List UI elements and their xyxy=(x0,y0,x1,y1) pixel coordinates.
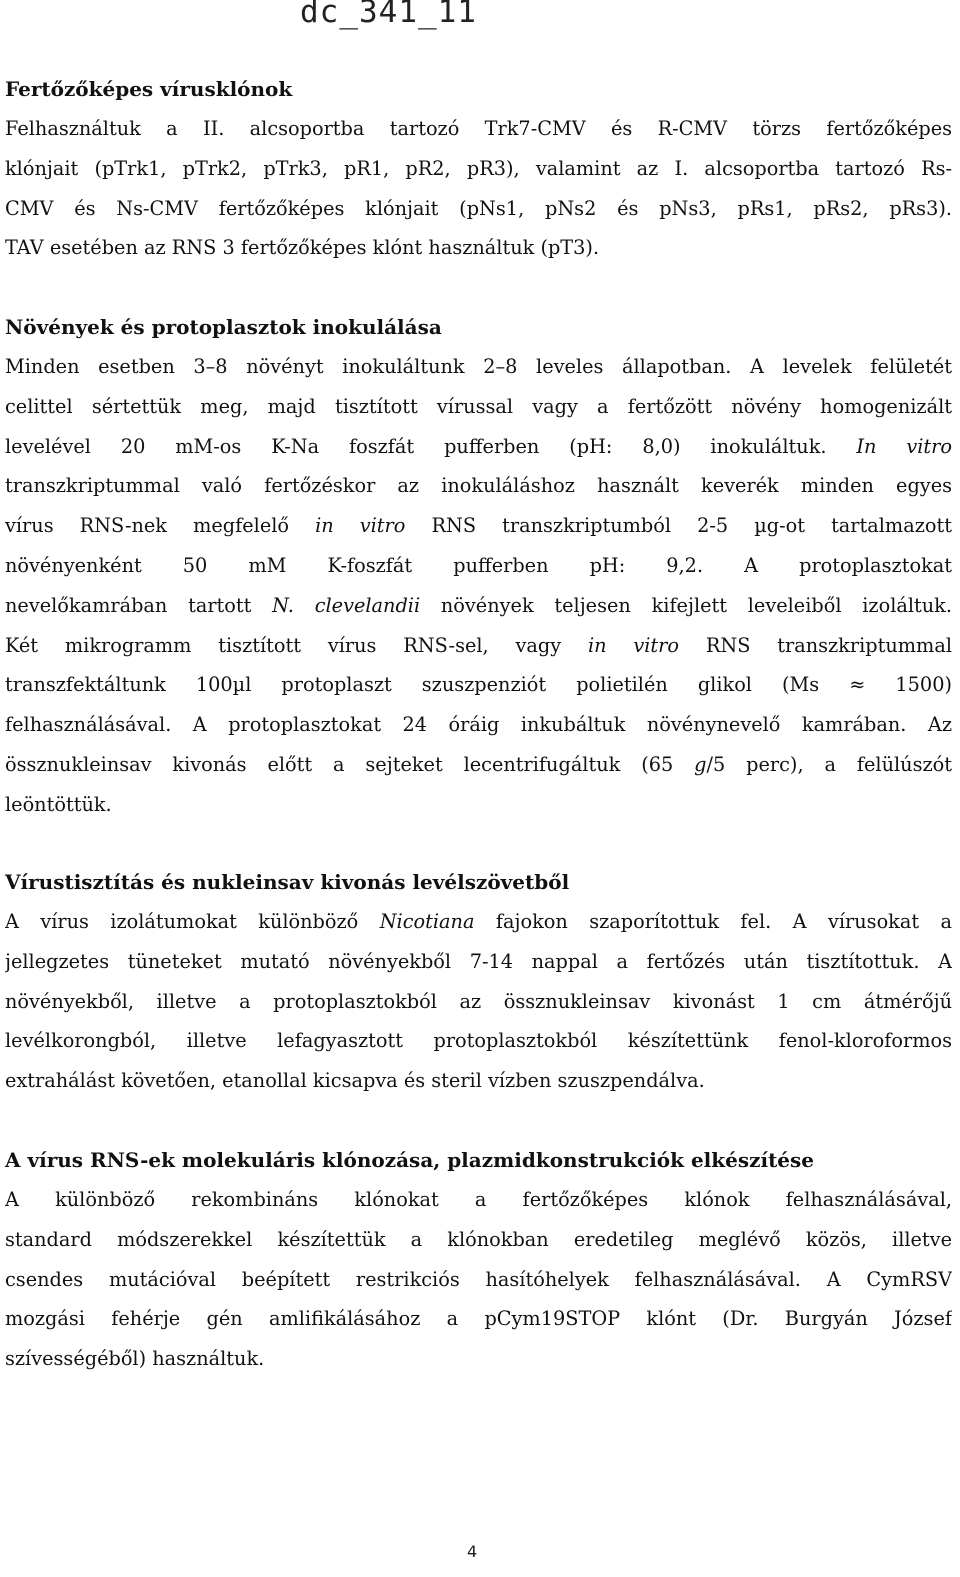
text-line: össznukleinsav kivonás előtt a sejteket lecentrifugáltuk (65 g/5 perc), a felülúszót xyxy=(5,752,952,776)
paragraph xyxy=(5,1180,952,1379)
text-line: felhasználásával. A protoplasztokat 24 óráig inkubáltuk növénynevelő kamrában. Az xyxy=(5,713,952,737)
section-heading: Fertőzőképes vírusklónok xyxy=(5,77,293,101)
section-cloning xyxy=(5,1140,952,1379)
section-heading: Vírustisztítás és nukleinsav kivonás levélszövetből xyxy=(5,870,570,894)
page-number: 4 xyxy=(467,1542,478,1561)
section-inoculation xyxy=(5,307,952,825)
text-line: standard módszerekkel készítettük a klónokban eredetileg meglévő közös, illetve xyxy=(5,1227,952,1251)
text-line: transzfektáltunk 100µl protoplaszt szuszpenziót polietilén glikol (Ms ≈ 1500) xyxy=(5,673,952,697)
document-id-header: dc_341_11 xyxy=(300,0,477,30)
paragraph xyxy=(5,347,952,825)
text-line: celittel sértettük meg, majd tisztított vírussal vagy a fertőzött növény homogenizált xyxy=(5,394,952,418)
text-line: növényekből, illetve a protoplasztokból az össznukleinsav kivonást 1 cm átmérőjű xyxy=(5,989,952,1013)
text-line: szívességéből) használtuk. xyxy=(5,1347,265,1371)
text-line: klónjait (pTrk1, pTrk2, pTrk3, pR1, pR2, pR3), valamint az I. alcsoportba tartozó Rs- xyxy=(5,156,952,180)
text-line: extrahálást követően, etanollal kicsapva és steril vízben szuszpendálva. xyxy=(5,1069,705,1093)
text-line: TAV esetében az RNS 3 fertőzőképes klónt használtuk (pT3). xyxy=(5,236,600,260)
text-line: vírus RNS-nek megfelelő in vitro RNS transzkriptumból 2-5 µg-ot tartalmazott xyxy=(5,514,952,538)
text-line: Minden esetben 3–8 növényt inokuláltunk 2–8 leveles állapotban. A levelek felületét xyxy=(5,355,952,378)
text-line: mozgási fehérje gén amlifikálásához a pCym19STOP klónt (Dr. Burgyán József xyxy=(5,1307,952,1331)
text-line: levelével 20 mM-os K-Na foszfát pufferben (pH: 8,0) inokuláltuk. In vitro xyxy=(5,434,952,458)
text-line: növényenként 50 mM K-foszfát pufferben pH: 9,2. A protoplasztokat xyxy=(5,553,952,577)
text-line: A vírus izolátumokat különböző Nicotiana fajokon szaporítottuk fel. A vírusokat a xyxy=(5,910,952,933)
paragraph xyxy=(5,109,952,268)
text-line: A különböző rekombináns klónokat a fertőzőképes klónok felhasználásával, xyxy=(5,1188,952,1211)
text-line: csendes mutációval beépített restrikciós hasítóhelyek felhasználásával. A CymRSV xyxy=(5,1267,952,1291)
text-line: nevelőkamrában tartott N. clevelandii növények teljesen kifejlett leveleiből izoláltuk. xyxy=(5,593,952,617)
section-infectious-clones xyxy=(5,69,952,268)
text-line: transzkriptummal való fertőzéskor az inokuláláshoz használt keverék minden egyes xyxy=(5,474,952,498)
paragraph xyxy=(5,902,952,1101)
text-line: Felhasználtuk a II. alcsoportba tartozó Trk7-CMV és R-CMV törzs fertőzőképes xyxy=(5,117,952,140)
section-virus-purification xyxy=(5,862,952,1101)
text-line: leöntöttük. xyxy=(5,792,112,816)
text-line: jellegzetes tüneteket mutató növényekből 7-14 nappal a fertőzés után tisztítottuk. A xyxy=(5,949,952,973)
text-line: levélkorongból, illetve lefagyasztott protoplasztokból készítettünk fenol-kloroformos xyxy=(5,1029,952,1053)
section-heading: Növények és protoplasztok inokulálása xyxy=(5,315,442,339)
section-heading: A vírus RNS-ek molekuláris klónozása, plazmidkonstrukciók elkészítése xyxy=(5,1148,815,1172)
text-line: Két mikrogramm tisztított vírus RNS-sel, vagy in vitro RNS transzkriptummal xyxy=(5,633,952,657)
text-line: CMV és Ns-CMV fertőzőképes klónjait (pNs1, pNs2 és pNs3, pRs1, pRs2, pRs3). xyxy=(5,196,952,220)
